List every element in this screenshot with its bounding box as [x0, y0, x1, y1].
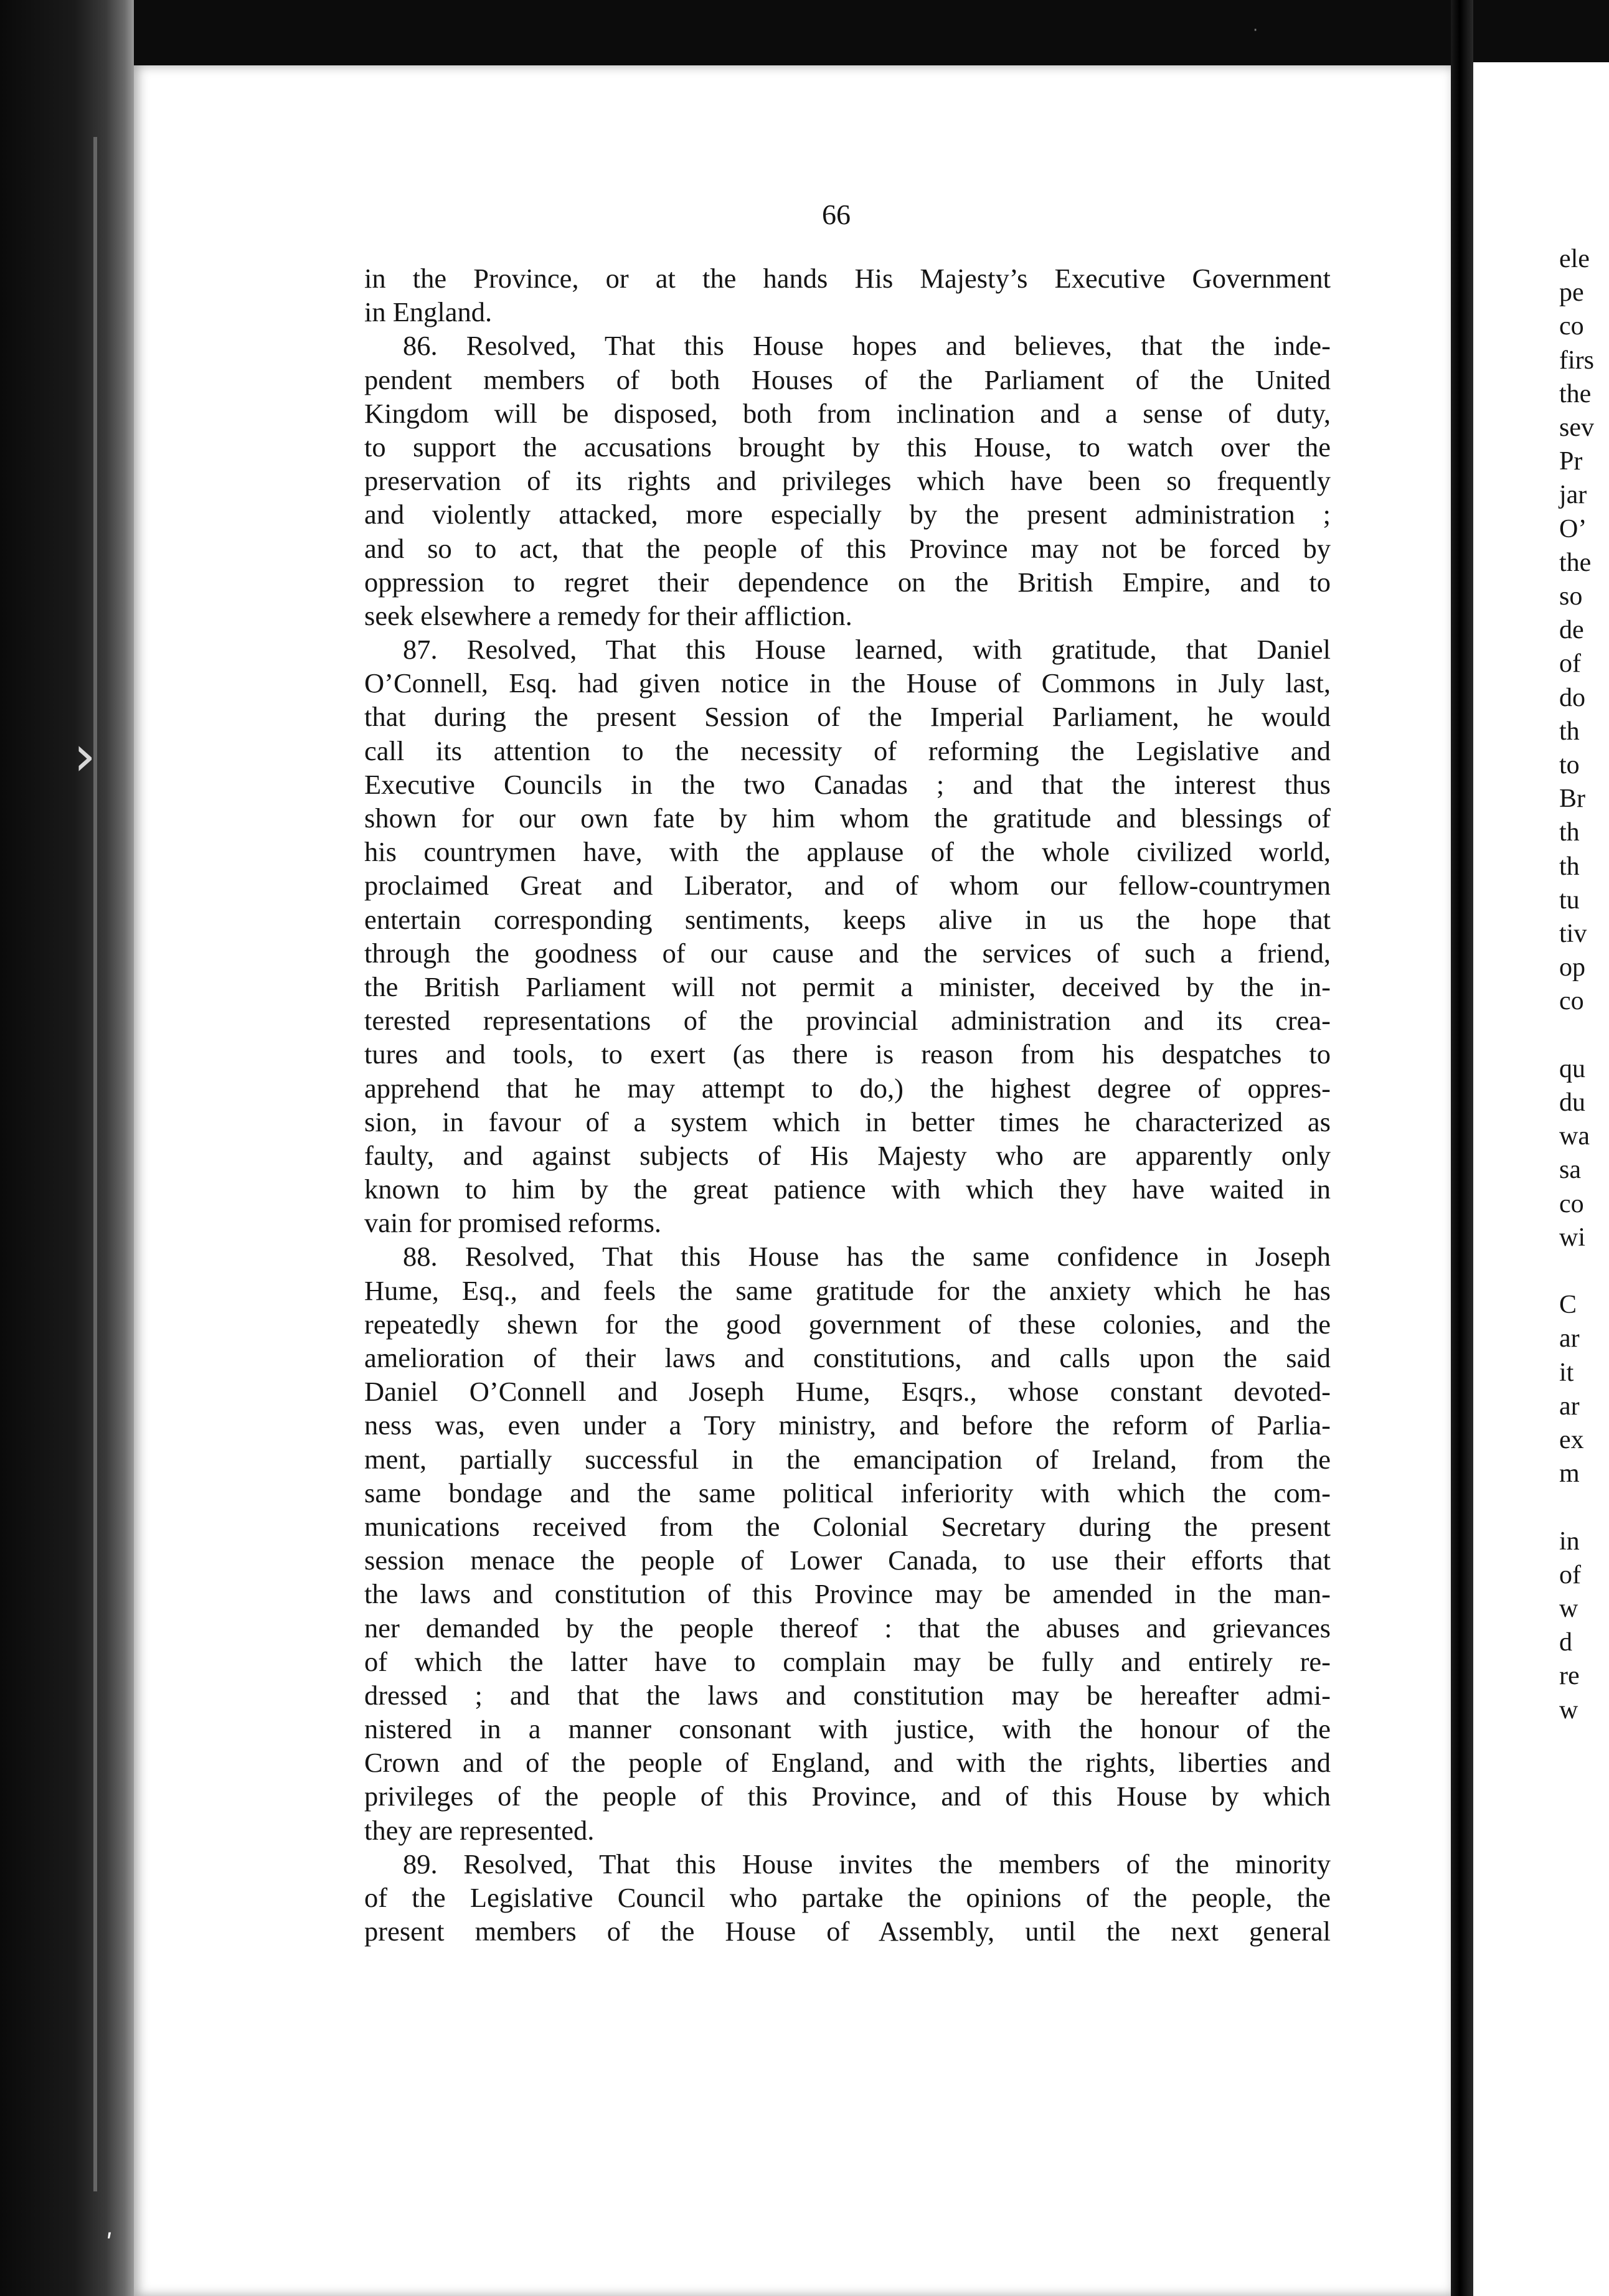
text-line: of which the latter have to complain may be fully and entirely re- [364, 1645, 1331, 1677]
text-line: seek elsewhere a remedy for their affliction. [364, 600, 852, 631]
text-line: known to him by the great patience with which they have waited in [364, 1174, 1331, 1205]
text-line: present members of the House of Assembly, until the next general [364, 1916, 1331, 1947]
text-line: Daniel O’Connell and Joseph Hume, Esqrs., whose constant devoted- [364, 1376, 1331, 1408]
facing-fragment: tu [1559, 885, 1580, 915]
facing-fragment: of [1559, 649, 1581, 679]
text-line: repeatedly shewn for the good government of these colonies, and the [364, 1308, 1331, 1340]
text-line: proclaimed Great and Liberator, and of whom our fellow-countrymen [364, 870, 1331, 901]
text-line: session menace the people of Lower Canada, to use their efforts that [364, 1545, 1331, 1576]
facing-fragment: du [1559, 1088, 1585, 1117]
text-line: 88. Resolved, That this House has the same confidence in Joseph [403, 1241, 1331, 1273]
facing-fragment: co [1559, 1189, 1584, 1218]
facing-fragment: de [1559, 616, 1584, 645]
facing-fragment: sev [1559, 413, 1594, 442]
facing-fragment: ex [1559, 1426, 1584, 1454]
text-line: they are represented. [364, 1814, 595, 1846]
page-fold [1451, 0, 1473, 2296]
text-line: Crown and of the people of England, and with the rights, liberties and [364, 1747, 1331, 1779]
text-line: ner demanded by the people thereof : that the abuses and grievances [364, 1612, 1331, 1644]
facing-fragment: it [1559, 1358, 1574, 1387]
facing-fragment: tiv [1559, 920, 1587, 948]
text-line: oppression to regret their dependence on the British Empire, and to [364, 566, 1331, 598]
margin-tick: ʹ [106, 2230, 113, 2259]
facing-fragment: do [1559, 683, 1585, 712]
facing-fragment: sa [1559, 1155, 1581, 1185]
text-line: shown for our own fate by him whom the gratitude and blessings of [364, 802, 1331, 834]
text-line: that during the present Session of the Imperial Parliament, he would [364, 701, 1331, 733]
text-line: tures and tools, to exert (as there is reason from his despatches to [364, 1038, 1331, 1070]
text-line: Executive Councils in the two Canadas ; and that the interest thus [364, 768, 1331, 800]
text-line: 87. Resolved, That this House learned, with gratitude, that Daniel [403, 634, 1331, 666]
text-line: of the Legislative Council who partake the opinions of the people, the [364, 1882, 1331, 1913]
text-line: munications received from the Colonial Secretary during the present [364, 1510, 1331, 1542]
facing-fragment: of [1559, 1560, 1581, 1589]
text-line: his countrymen have, with the applause of the whole civilized world, [364, 836, 1331, 868]
text-line: Kingdom will be disposed, both from inclination and a sense of duty, [364, 397, 1331, 429]
text-line: and violently attacked, more especially by the present administration ; [364, 499, 1331, 530]
text-line: privileges of the people of this Province, and of this House by which [364, 1781, 1331, 1812]
text-line: Hume, Esq., and feels the same gratitude for the anxiety which he has [364, 1274, 1331, 1306]
facing-fragment: op [1559, 953, 1585, 982]
text-line: ment, partially successful in the emancipation of Ireland, from the [364, 1443, 1331, 1475]
facing-fragment: re [1559, 1662, 1580, 1691]
facing-fragment: the [1559, 379, 1592, 408]
text-line: terested representations of the provincial administration and its crea- [364, 1005, 1331, 1037]
text-line: same bondage and the same political inferiority with which the com- [364, 1477, 1331, 1508]
facing-fragment: C [1559, 1291, 1577, 1320]
facing-fragment: in [1559, 1527, 1580, 1556]
text-line: 89. Resolved, That this House invites the members of the minority [403, 1848, 1331, 1880]
text-line: call its attention to the necessity of reforming the Legislative and [364, 735, 1331, 766]
text-line: in the Province, or at the hands His Majesty’s Executive Government [364, 263, 1331, 294]
facing-fragment: m [1559, 1459, 1580, 1489]
text-line: and so to act, that the people of this Province may not be forced by [364, 532, 1331, 564]
facing-fragment: th [1559, 717, 1580, 746]
facing-fragment: firs [1559, 346, 1594, 375]
text-line: vain for promised reforms. [364, 1207, 662, 1239]
gutter-edge [93, 137, 97, 2191]
facing-page [1473, 62, 1609, 2296]
facing-fragment: to [1559, 751, 1580, 779]
text-line: faulty, and against subjects of His Majesty who are apparently only [364, 1139, 1331, 1171]
page-number: 66 [822, 199, 851, 230]
text-line: dressed ; and that the laws and constitution may be hereafter admi- [364, 1679, 1331, 1711]
facing-fragment: qu [1559, 1054, 1585, 1083]
facing-fragment: so [1559, 582, 1583, 611]
facing-fragment: ar [1559, 1391, 1580, 1421]
text-line: to support the accusations brought by this House, to watch over the [364, 431, 1331, 463]
text-line: the British Parliament will not permit a minister, deceived by the in- [364, 971, 1331, 1002]
facing-fragment: pe [1559, 278, 1584, 308]
dust-speck: · [1253, 21, 1258, 40]
facing-fragment: ar [1559, 1324, 1580, 1353]
facing-fragment: Pr [1559, 447, 1583, 476]
facing-fragment: jar [1559, 481, 1587, 510]
facing-fragment: th [1559, 818, 1580, 847]
facing-fragment: wi [1559, 1223, 1585, 1252]
text-line: amelioration of their laws and constitutions, and calls upon the said [364, 1342, 1331, 1373]
text-line: pendent members of both Houses of the Parliament of the United [364, 364, 1331, 395]
body-text [364, 261, 1331, 1948]
facing-fragment: ele [1559, 245, 1590, 273]
chevron-right-icon: › [73, 723, 96, 789]
text-line: ness was, even under a Tory ministry, and before the reform of Parlia- [364, 1409, 1331, 1441]
text-line: apprehend that he may attempt to do,) the highest degree of oppres- [364, 1072, 1331, 1104]
facing-fragment: th [1559, 852, 1580, 881]
text-line: through the goodness of our cause and the services of such a friend, [364, 937, 1331, 969]
facing-fragment: w [1559, 1594, 1578, 1623]
text-line: the laws and constitution of this Province may be amended in the man- [364, 1578, 1331, 1610]
text-line: O’Connell, Esq. had given notice in the House of Commons in July last, [364, 667, 1331, 699]
facing-fragment: the [1559, 548, 1592, 577]
text-line: 86. Resolved, That this House hopes and believes, that the inde- [403, 330, 1331, 362]
facing-fragment: w [1559, 1695, 1578, 1724]
binding-gutter [0, 0, 134, 2296]
text-line: preservation of its rights and privileges which have been so frequently [364, 465, 1331, 497]
facing-fragment: Br [1559, 784, 1585, 814]
facing-fragment: wa [1559, 1122, 1590, 1151]
text-line: sion, in favour of a system which in better times he characterized as [364, 1106, 1331, 1137]
text-line: nistered in a manner consonant with justice, with the honour of the [364, 1713, 1331, 1745]
facing-fragment: O’ [1559, 514, 1587, 543]
facing-fragment: co [1559, 987, 1584, 1016]
facing-fragment: co [1559, 312, 1584, 341]
text-line: entertain corresponding sentiments, keeps alive in us the hope that [364, 903, 1331, 935]
facing-fragment: d [1559, 1628, 1572, 1657]
text-line: in England. [364, 296, 493, 328]
